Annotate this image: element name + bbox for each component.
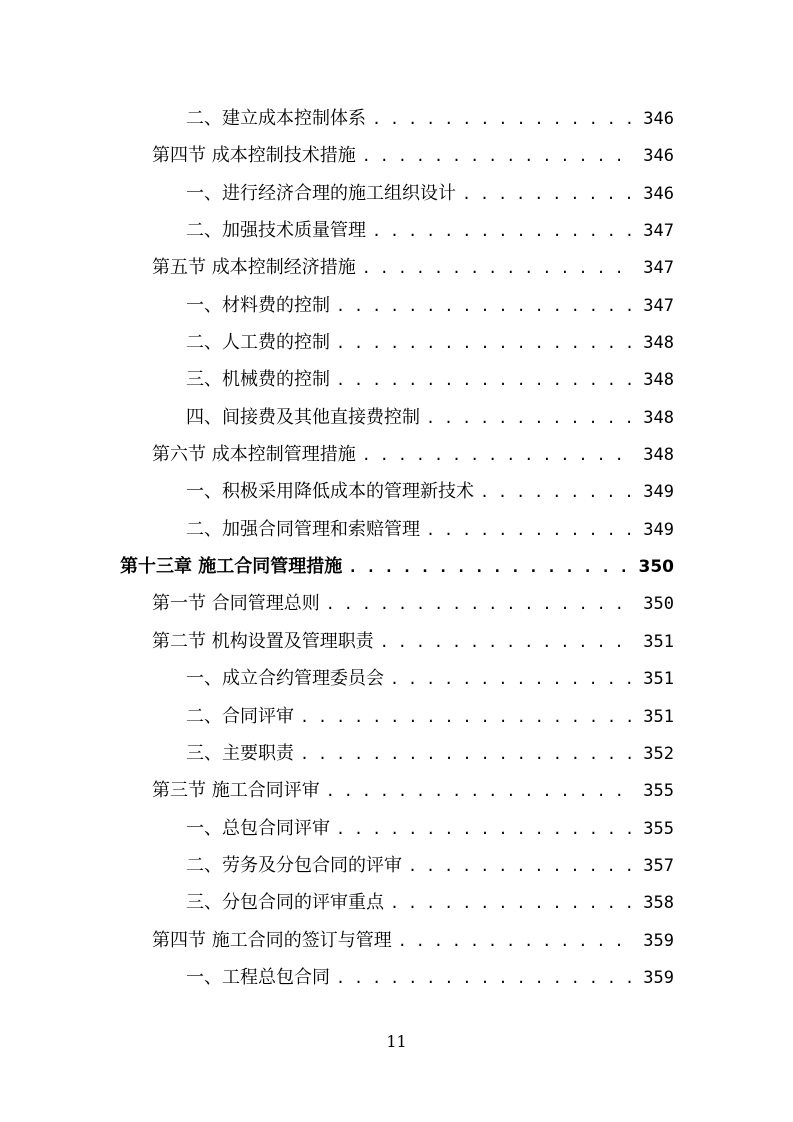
dot-leader <box>336 288 636 325</box>
toc-entry-section[interactable] <box>0 585 793 622</box>
toc-entry-page-number: 350 <box>643 594 674 615</box>
toc-entry-item[interactable] <box>0 810 793 847</box>
toc-entry-page-number: 348 <box>643 407 674 428</box>
toc-entry-title: 一、积极采用降低成本的管理新技术 <box>186 481 474 503</box>
dot-leader <box>398 923 636 960</box>
toc-entry-item[interactable] <box>0 959 793 996</box>
toc-entry-page-number: 348 <box>643 370 674 391</box>
toc-entry-title: 一、材料费的控制 <box>186 294 330 316</box>
toc-entry-item[interactable] <box>0 884 793 921</box>
toc-entry-title: 第五节 成本控制经济措施 <box>152 257 356 279</box>
toc-entry-item[interactable] <box>0 660 793 697</box>
dot-leader <box>372 101 636 138</box>
toc-entry-page-number: 350 <box>638 557 674 578</box>
dot-leader <box>362 250 636 287</box>
table-of-contents <box>0 100 793 996</box>
toc-entry-item[interactable] <box>0 698 793 735</box>
dot-leader <box>380 624 636 661</box>
toc-entry-title: 三、机械费的控制 <box>186 369 330 391</box>
toc-entry-page-number: 347 <box>643 258 674 279</box>
toc-entry-title: 第二节 机构设置及管理职责 <box>152 630 374 652</box>
toc-entry-title: 第四节 成本控制技术措施 <box>152 145 356 167</box>
toc-entry-item[interactable] <box>0 324 793 361</box>
toc-entry-title: 第六节 成本控制管理措施 <box>152 444 356 466</box>
toc-entry-chapter[interactable] <box>0 548 793 585</box>
toc-entry-title: 一、工程总包合同 <box>186 966 330 988</box>
toc-entry-title: 四、间接费及其他直接费控制 <box>186 406 420 428</box>
dot-leader <box>480 474 636 511</box>
toc-entry-section[interactable] <box>0 772 793 809</box>
dot-leader <box>426 400 636 437</box>
toc-entry-page-number: 349 <box>643 482 674 503</box>
dot-leader <box>408 848 636 885</box>
dot-leader <box>372 213 636 250</box>
toc-entry-page-number: 355 <box>643 781 674 802</box>
dot-leader <box>336 811 636 848</box>
toc-entry-page-number: 346 <box>643 109 674 129</box>
toc-entry-item[interactable] <box>0 287 793 324</box>
toc-entry-title: 一、总包合同评审 <box>186 817 330 839</box>
dot-leader <box>390 885 636 922</box>
toc-entry-section[interactable] <box>0 623 793 660</box>
toc-entry-title: 二、加强技术质量管理 <box>186 220 366 242</box>
toc-entry-title: 第四节 施工合同的签订与管理 <box>152 929 392 951</box>
toc-entry-page-number: 358 <box>643 893 674 914</box>
toc-entry-title: 第三节 施工合同评审 <box>152 780 320 802</box>
toc-entry-page-number: 351 <box>643 631 674 652</box>
dot-leader <box>300 736 636 773</box>
toc-entry-item[interactable] <box>0 473 793 510</box>
dot-leader <box>326 586 636 623</box>
toc-entry-page-number: 352 <box>643 743 674 764</box>
toc-entry-item[interactable] <box>0 399 793 436</box>
toc-entry-title: 第一节 合同管理总则 <box>152 593 320 615</box>
toc-entry-page-number: 347 <box>643 221 674 242</box>
toc-entry-page-number: 357 <box>643 855 674 876</box>
toc-entry-item[interactable] <box>0 735 793 772</box>
toc-entry-section[interactable] <box>0 137 793 174</box>
toc-entry-title: 二、加强合同管理和索赔管理 <box>186 518 420 540</box>
toc-entry-title: 二、人工费的控制 <box>186 332 330 354</box>
toc-entry-item[interactable] <box>0 100 793 137</box>
toc-entry-title: 二、劳务及分包合同的评审 <box>186 854 402 876</box>
toc-entry-page-number: 349 <box>643 519 674 540</box>
toc-entry-title: 第十三章 施工合同管理措施 <box>120 556 343 578</box>
toc-entry-section[interactable] <box>0 922 793 959</box>
toc-entry-section[interactable] <box>0 249 793 286</box>
dot-leader <box>348 549 634 586</box>
dot-leader <box>300 699 636 736</box>
toc-entry-section[interactable] <box>0 436 793 473</box>
dot-leader <box>426 512 636 549</box>
toc-entry-item[interactable] <box>0 847 793 884</box>
toc-entry-title: 二、合同评审 <box>186 705 294 727</box>
toc-entry-page-number: 346 <box>643 183 674 204</box>
toc-entry-title: 三、主要职责 <box>186 742 294 764</box>
toc-entry-page-number: 348 <box>643 445 674 466</box>
dot-leader <box>336 362 636 399</box>
toc-entry-page-number: 351 <box>643 669 674 690</box>
page-number: 11 <box>386 1032 407 1051</box>
toc-entry-item[interactable] <box>0 212 793 249</box>
dot-leader <box>390 661 636 698</box>
toc-entry-page-number: 351 <box>643 706 674 727</box>
toc-entry-page-number: 348 <box>643 333 674 354</box>
toc-entry-title: 一、进行经济合理的施工组织设计 <box>186 182 456 204</box>
dot-leader <box>362 138 636 175</box>
toc-entry-title: 二、建立成本控制体系 <box>186 108 366 129</box>
dot-leader <box>362 437 636 474</box>
dot-leader <box>326 773 636 810</box>
toc-entry-page-number: 359 <box>643 967 674 988</box>
toc-entry-page-number: 346 <box>643 146 674 167</box>
dot-leader <box>462 176 636 213</box>
dot-leader <box>336 325 636 362</box>
toc-entry-page-number: 355 <box>643 818 674 839</box>
toc-entry-item[interactable] <box>0 175 793 212</box>
toc-entry-page-number: 359 <box>643 930 674 951</box>
toc-entry-title: 三、分包合同的评审重点 <box>186 892 384 914</box>
dot-leader <box>336 960 636 997</box>
toc-entry-title: 一、成立合约管理委员会 <box>186 668 384 690</box>
toc-entry-page-number: 347 <box>643 295 674 316</box>
toc-entry-item[interactable] <box>0 361 793 398</box>
toc-entry-item[interactable] <box>0 511 793 548</box>
